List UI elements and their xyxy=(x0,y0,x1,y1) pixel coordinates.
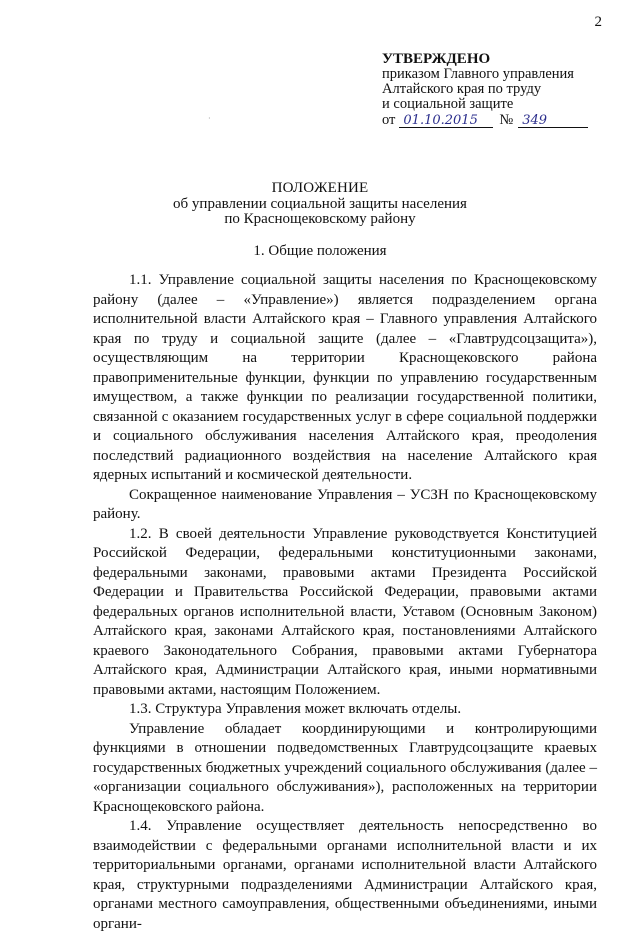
paragraph: 1.4. Управление осуществляет деятельность непосредственно во взаимодействии с федеральными органами исполнительной власти и их территориальными органами, органами исполнительной власти Алтайского края, структурными подразделениями Администрации Алтайского края, органами местного самоуправления, общественными объединениями, иными органи- xyxy=(93,818,597,932)
paragraph: 1.2. В своей деятельности Управление руководствуется Конституцией Российской Федерации, федеральными конституционными законами, федеральными законами, правовыми актами Президента Российской Федерации и Правительства Российской Федерации, правовыми актами федеральных органов исполнительной власти, Уставом (Основным Законом) Алтайского края, законами Алтайского края, постановлениями Алтайского краевого Законодательного Собрания, правовыми актами Губернатора Алтайского края, Администрации Алтайского края, иными нормативными правовыми актами, настоящим Положением. xyxy=(93,525,597,698)
scan-speck: · xyxy=(208,114,211,123)
number-blank xyxy=(518,112,588,128)
handwritten-number: 349 xyxy=(522,113,548,128)
number-sign: № xyxy=(499,112,514,128)
paragraph: 1.1. Управление социальной защиты населения по Краснощековскому району (далее – «Управление») является подразделением органа исполнительной власти Алтайского края – Главного управления Алтайского края по труду и социальной защите (далее – «Главтрудсоцзащита»), осуществляющим на территории Краснощековского района правоприменительные функции, функции по управлению государственным имуществом, а также функции по реализации государственной политики, связанной с оказанием государственных услуг в сфере социальной поддержки и социального обслуживания населения Алтайского края, преодоления последствий радиационного воздействия на население Алтайского края ядерных испытаний и космической деятельности. xyxy=(93,272,597,483)
order-date-number-line xyxy=(382,112,612,128)
document-subtitle-line: по Краснощековскому району xyxy=(224,211,416,227)
handwritten-date: 01.10.2015 xyxy=(403,113,478,128)
paragraph: Сокращенное наименование Управления – УСЗН по Краснощековскому району. xyxy=(93,486,597,522)
paragraph: Управление обладает координирующими и контролирующими функциями в отношении подведомственных Главтрудсоцзащите краевых государственных бюджетных учреждений социального обслуживания (далее – «организации социального обслуживания»), расположенных на территории Краснощековского района. xyxy=(93,720,597,815)
approval-line: Алтайского края по труду xyxy=(382,81,542,97)
document-title: ПОЛОЖЕНИЕ xyxy=(271,180,369,196)
date-blank xyxy=(399,112,493,128)
document-title-block xyxy=(0,181,640,228)
approval-line: приказом Главного управления xyxy=(382,66,574,82)
approval-stamp xyxy=(382,52,612,128)
section-heading: 1. Общие положения xyxy=(253,243,387,259)
approval-line: и социальной защите xyxy=(382,96,514,112)
page-number: 2 xyxy=(594,14,602,30)
date-prefix: от xyxy=(382,112,396,128)
document-subtitle-line: об управлении социальной защиты населения xyxy=(173,195,467,212)
paragraph: 1.3. Структура Управления может включать отделы. xyxy=(129,701,462,717)
approval-caption: УТВЕРЖДЕНО xyxy=(382,51,491,67)
document-body xyxy=(93,271,597,934)
